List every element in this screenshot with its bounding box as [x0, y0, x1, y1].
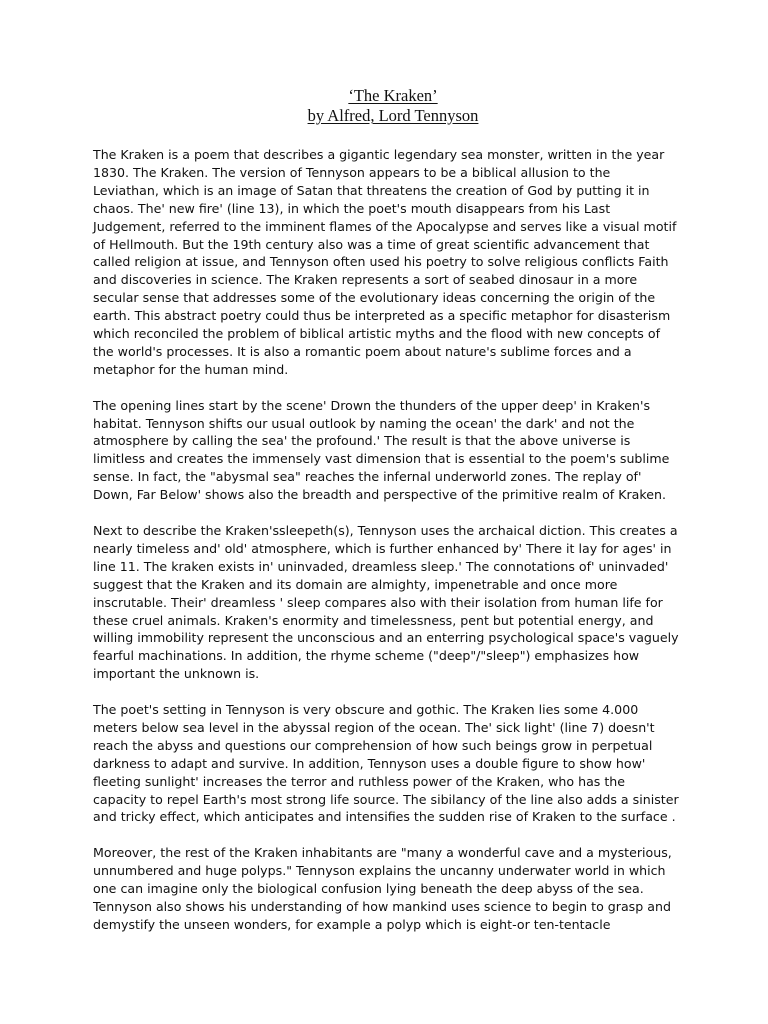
paragraph: The poet's setting in Tennyson is very obscure and gothic. The Kraken lies some 4.000 meters below sea level in the abyssal region of the ocean. The' sick light' (line 7) doesn't reach the abyss and questions our comprehension of how such beings grow in perpetual darkness to adapt and survive. In addition, Tennyson uses a double figure to show how' fleeting sunlight' increases the terror and ruthless power of the Kraken, who has the capacity to repel Earth's most strong life source. The sibilancy of the line also adds a sinister and tricky effect, which anticipates and intensifies the sudden rise of Kraken to the surface . [93, 702, 679, 825]
essay-body [93, 146, 683, 934]
paragraph: The Kraken is a poem that describes a gigantic legendary sea monster, written in the year 1830. The Kraken. The version of Tennyson appears to be a biblical allusion to the Leviathan, which is an image of Satan that threatens the creation of God by putting it in chaos. The' new fire' (line 13), in which the poet's mouth disappears from his Last Judgement, referred to the imminent flames of the Apocalypse and serves like a visual motif of Hellmouth. But the 19th century also was a time of great scientific advancement that called religion at issue, and Tennyson often used his poetry to solve religious conflicts Faith and discoveries in science. The Kraken represents a sort of seabed dinosaur in a more secular sense that addresses some of the evolutionary ideas concerning the origin of the earth. This abstract poetry could thus be interpreted as a specific metaphor for disasterism which reconciled the problem of biblical artistic myths and the flood with new concepts of the world's processes. It is also a romantic poem about nature's sublime forces and a metaphor for the human mind. [93, 147, 677, 377]
paragraph: The opening lines start by the scene' Drown the thunders of the upper deep' in Kraken's habitat. Tennyson shifts our usual outlook by naming the ocean' the dark' and not the atmosphere by calling the sea' the profound.' The result is that the above universe is limitless and creates the immensely vast dimension that is essential to the poem's sublime sense. In fact, the "abysmal sea" reaches the infernal underworld zones. The replay of' Down, Far Below' shows also the breadth and perspective of the primitive realm of Kraken. [93, 397, 670, 503]
document-title: ‘The Kraken’ [348, 86, 438, 105]
title-block [0, 86, 768, 126]
paragraph: Moreover, the rest of the Kraken inhabitants are "many a wonderful cave and a mysterious, unnumbered and huge polyps." Tennyson explains the uncanny underwater world in which one can imagine only the biological confusion lying beneath the deep abyss of the sea. Tennyson also shows his understanding of how mankind uses science to begin to grasp and demystify the unseen wonders, for example a polyp which is eight-or ten-tentacle [93, 845, 672, 932]
author-line: by Alfred, Lord Tennyson [307, 106, 479, 125]
paragraph: Next to describe the Kraken'ssleepeth(s), Tennyson uses the archaical diction. This creates a nearly timeless and' old' atmosphere, which is further enhanced by' There it lay for ages' in line 11. The kraken exists in' uninvaded, dreamless sleep.' The connotations of' uninvaded' suggest that the Kraken and its domain are almighty, impenetrable and once more inscrutable. Their' dreamless ' sleep compares also with their isolation from human life for these cruel animals. Kraken's enormity and timelessness, pent but potential energy, and willing immobility represent the unconscious and an enterring psychological space's vaguely fearful machinations. In addition, the rhyme scheme ("deep"/"sleep") emphasizes how important the unknown is. [93, 523, 679, 682]
